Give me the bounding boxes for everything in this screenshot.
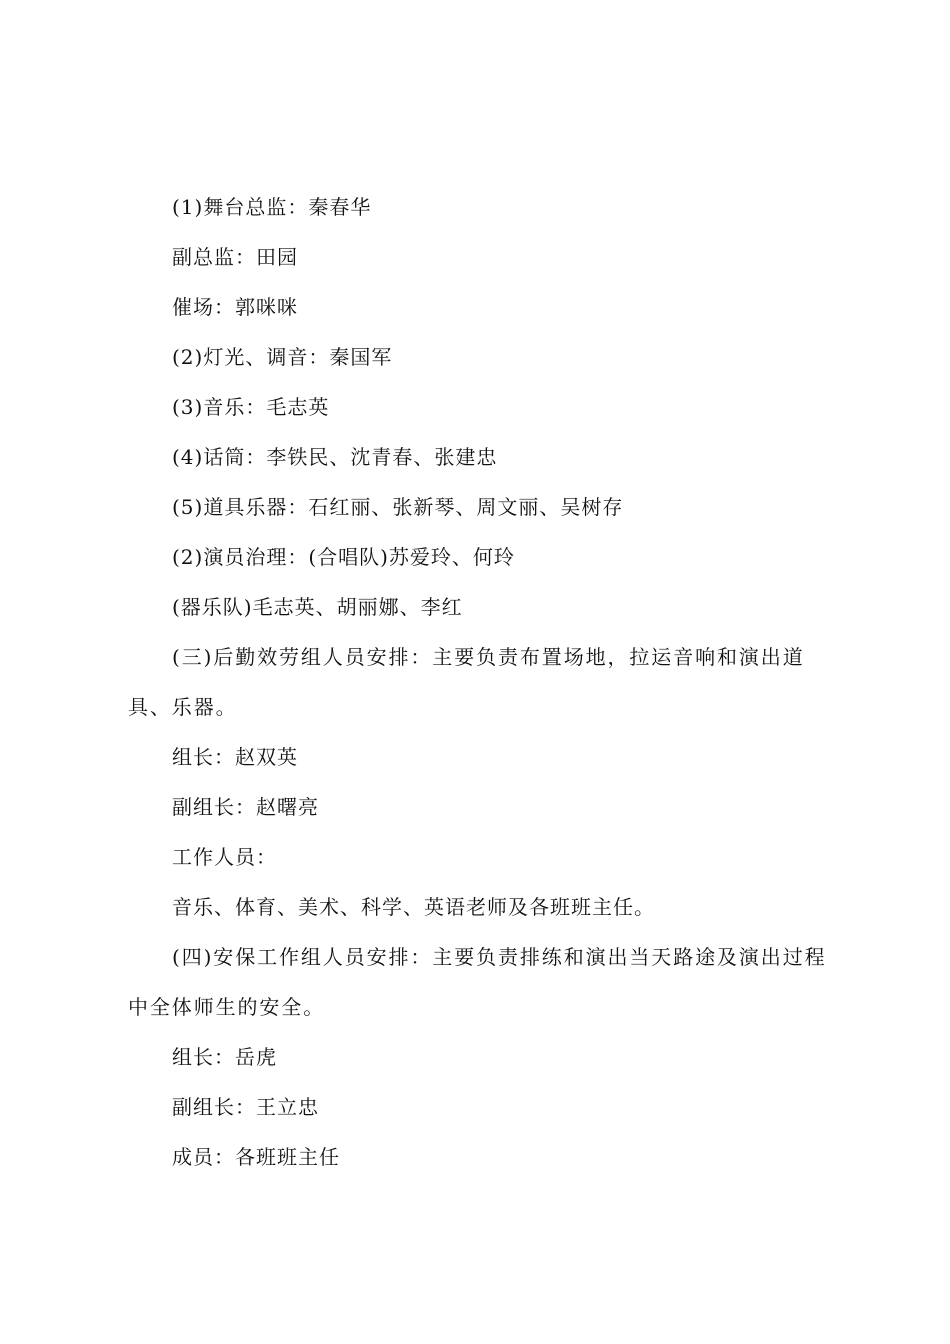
paragraph-lighting-sound: (2)灯光、调音：秦国军 (172, 345, 393, 369)
paragraph-staff-list: 音乐、体育、美术、科学、英语老师及各班班主任。 (172, 895, 655, 919)
paragraph-security-leader: 组长：岳虎 (172, 1045, 277, 1069)
paragraph-performer-management: (2)演员治理：(合唱队)苏爱玲、何玲 (172, 545, 515, 569)
paragraph-stage-caller: 催场：郭咪咪 (172, 295, 298, 319)
paragraph-logistics-leader: 组长：赵双英 (172, 745, 298, 769)
paragraph-logistics-group: (三)后勤效劳组人员安排：主要负责布置场地，拉运音响和演出道具、乐器。 (128, 645, 805, 719)
paragraph-security-members: 成员：各班班主任 (172, 1145, 340, 1169)
paragraph-deputy-director: 副总监：田园 (172, 245, 298, 269)
paragraph-stage-director: (1)舞台总监：秦春华 (172, 195, 372, 219)
paragraph-staff-heading: 工作人员： (172, 845, 277, 869)
paragraph-props-instruments: (5)道具乐器：石红丽、张新琴、周文丽、吴树存 (172, 495, 624, 519)
document-body (128, 182, 832, 1182)
paragraph-music: (3)音乐：毛志英 (172, 395, 330, 419)
paragraph-logistics-deputy: 副组长：赵曙亮 (172, 795, 319, 819)
paragraph-instrumental-band: (器乐队)毛志英、胡丽娜、李红 (172, 595, 463, 619)
paragraph-security-deputy: 副组长：王立忠 (172, 1095, 319, 1119)
paragraph-security-group: (四)安保工作组人员安排：主要负责排练和演出当天路途及演出过程中全体师生的安全。 (128, 945, 827, 1019)
paragraph-microphones: (4)话筒：李铁民、沈青春、张建忠 (172, 445, 498, 469)
